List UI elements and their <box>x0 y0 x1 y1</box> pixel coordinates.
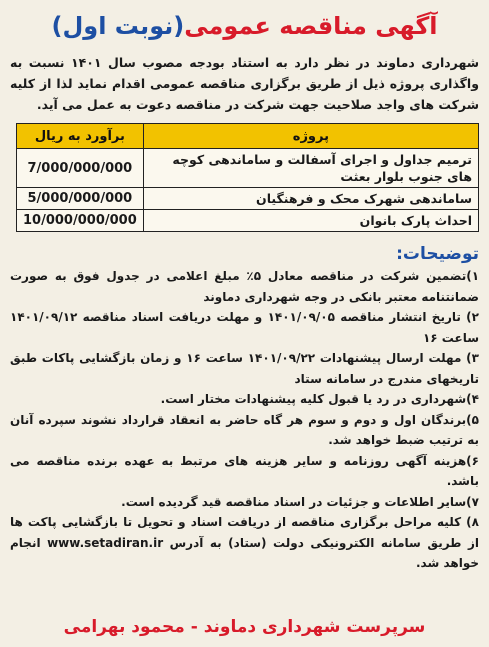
notice-title <box>10 6 479 46</box>
note-item: ۳) مهلت ارسال پیشنهادات ۱۴۰۱/۰۹/۲۲ ساعت ۱۶ و زمان بازگشایی پاکات طبق تاریخهای مندرج در سامانه ستاد <box>10 351 479 386</box>
project-amount: 10/000/000/000 <box>17 210 144 232</box>
header-estimate: برآورد به ریال <box>17 124 144 149</box>
note-item: ۵)برندگان اول و دوم و سوم هر گاه حاضر به انعقاد قرارداد نشوند سپرده آنان به ترتیب ضبط خواهد شد. <box>10 412 479 447</box>
project-amount: 7/000/000/000 <box>17 149 144 188</box>
notes-list <box>10 266 479 574</box>
table-row <box>17 188 479 210</box>
project-name: ساماندهی شهرک محک و فرهنگیان <box>143 188 478 210</box>
project-name: ترمیم جداول و اجرای آسفالت و ساماندهی کوچه های جنوب بلوار بعثت <box>143 149 478 188</box>
note-item: ۴)شهرداری در رد یا قبول کلیه پیشنهادات مختار است. <box>160 392 479 406</box>
projects-table <box>16 123 479 232</box>
note-item: ۲) تاریخ انتشار مناقصه ۱۴۰۱/۰۹/۰۵ و مهلت دریافت اسناد مناقصه ۱۴۰۱/۰۹/۱۲ ساعت ۱۶ <box>10 310 479 345</box>
header-project: پروژه <box>143 124 478 149</box>
project-amount: 5/000/000/000 <box>17 188 144 210</box>
notes-heading: توضیحات: <box>396 244 479 264</box>
table-row <box>17 149 479 188</box>
table-header-row <box>17 124 479 149</box>
table-row <box>17 210 479 232</box>
note-item: ۷)سایر اطلاعات و جزئیات در اسناد مناقصه قید گردیده است. <box>121 494 479 509</box>
intro-paragraph: شهرداری دماوند در نظر دارد به استناد بودجه مصوب سال ۱۴۰۱ نسبت به واگذاری پروژه ذیل از طریق برگزاری مناقصه عمومی اقدام نماید لذا از کلیه شرکت های واجد صلاحیت جهت شرکت در مناقصه دعوت به عمل می آید. <box>10 55 479 112</box>
project-name: احداث پارک بانوان <box>143 210 478 232</box>
title-round: (نوبت اول) <box>51 12 185 40</box>
signature-footer: سرپرست شهرداری دماوند - محمود بهرامی <box>63 617 426 637</box>
note-item: ۱)تضمین شرکت در مناقصه معادل ۵٪ مبلغ اعلامی در جدول فوق به صورت ضمانتنامه معتبر بانکی در وجه شهرداری دماوند <box>10 269 480 304</box>
title-main: آگهی مناقصه عمومی <box>184 12 438 40</box>
note-item: ۶)هزینه آگهی روزنامه و سایر هزینه های مرتبط به عهده برنده مناقصه می باشد. <box>10 453 479 488</box>
note-item: ۸) کلیه مراحل برگزاری مناقصه از دریافت اسناد و تحویل تا بازگشایی پاکت ها از طریق سامانه الکترونیکی دولت (ستاد) به آدرس www.setadiran.ir انجام خواهد شد. <box>10 515 479 570</box>
